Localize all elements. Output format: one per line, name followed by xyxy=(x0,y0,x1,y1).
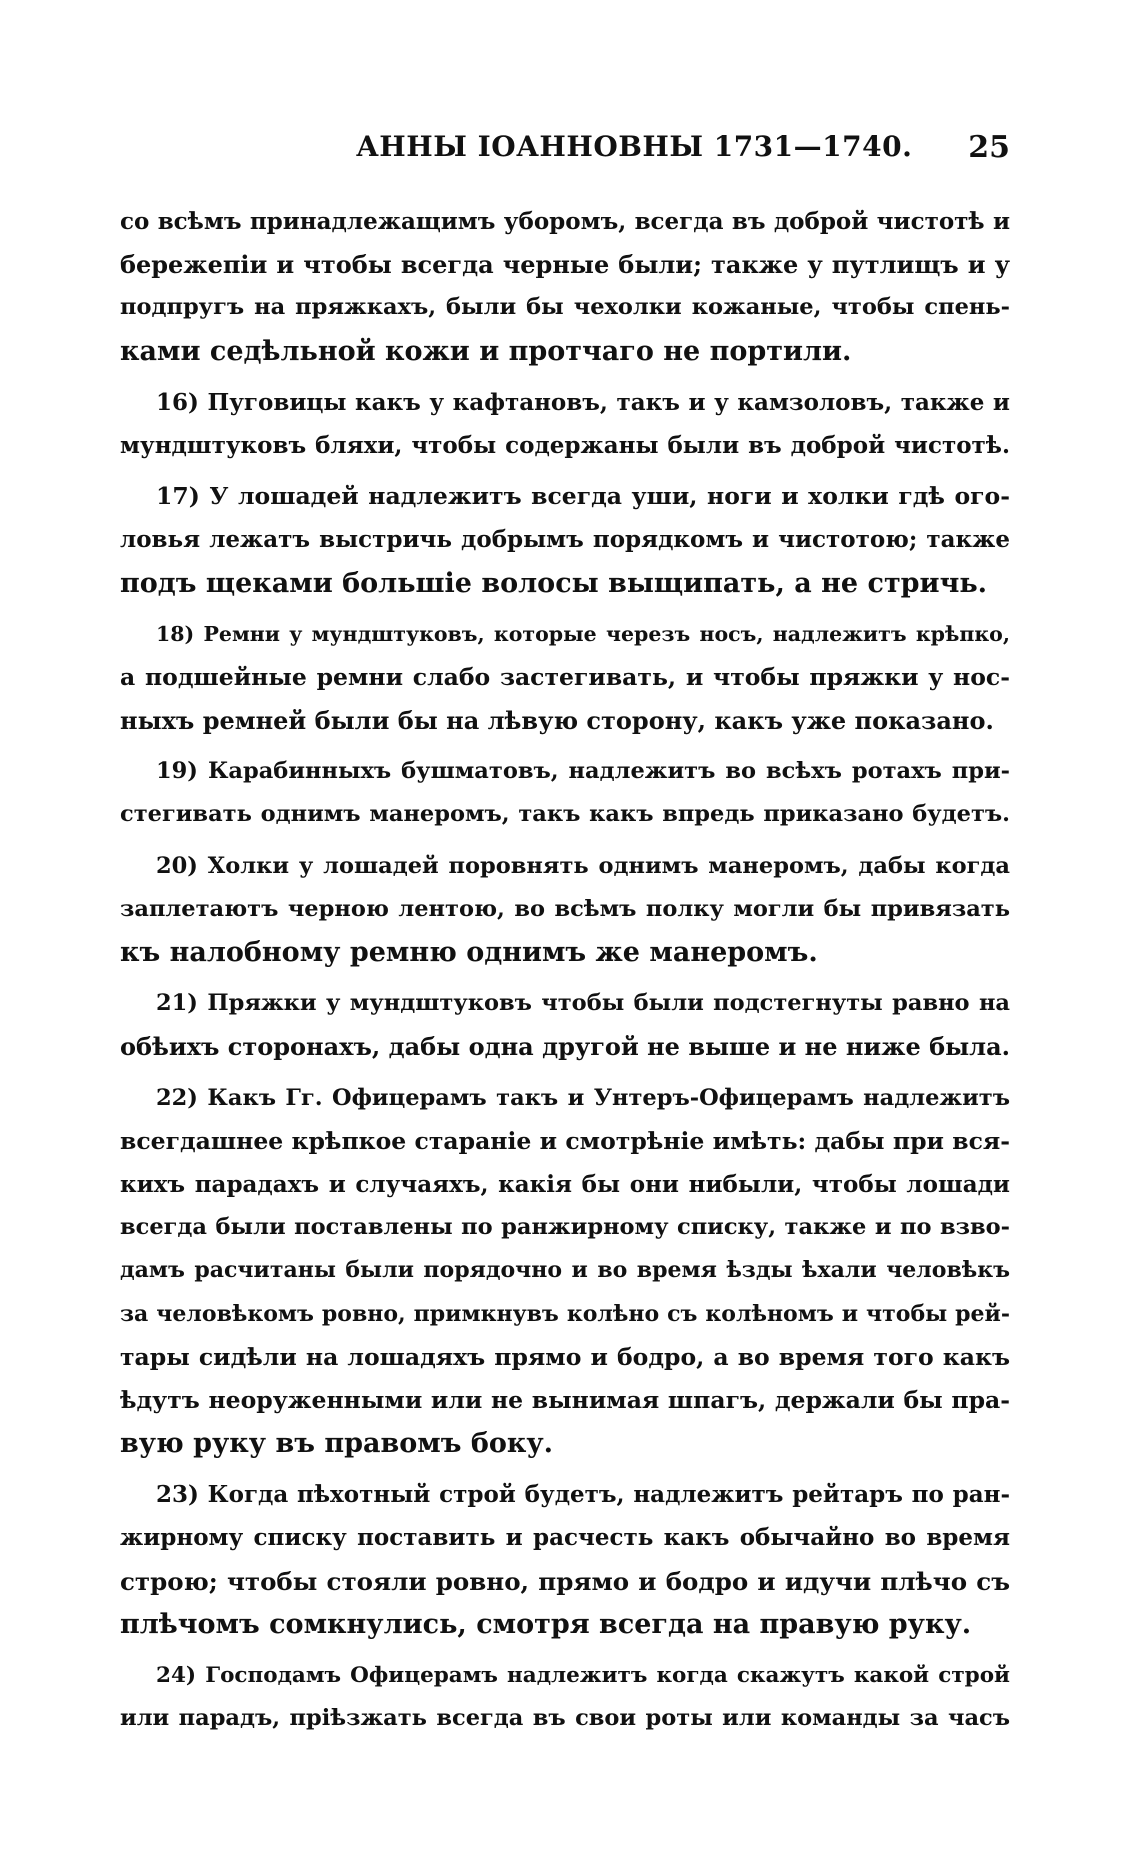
text-line: заплетаютъ черною лентою, во всѣмъ полку могли бы привязать xyxy=(120,895,1010,922)
paragraph-16 xyxy=(120,381,1010,467)
text-line: обѣихъ сторонахъ, дабы одна другой не выше и не ниже была. xyxy=(120,1032,1010,1062)
paragraph-19 xyxy=(120,750,1010,836)
paragraph-18 xyxy=(120,613,1010,743)
paragraph-22 xyxy=(120,1077,1010,1466)
text-line: 20) Холки у лошадей поровнять однимъ манеромъ, дабы когда xyxy=(156,852,1010,879)
page-number: 25 xyxy=(968,130,1010,165)
text-line: вую руку въ правомъ боку. xyxy=(120,1428,554,1460)
text-line: всегда были поставлены по ранжирному списку, также и по взво- xyxy=(120,1214,1010,1241)
paragraph-24 xyxy=(120,1654,1010,1740)
text-line: или парадъ, пріѣзжать всегда въ свои роты или команды за часъ xyxy=(120,1705,1010,1732)
text-line: 23) Когда пѣхотный строй будетъ, надлежитъ рейтаръ по ран- xyxy=(156,1481,1010,1509)
text-line: 17) У лошадей надлежитъ всегда уши, ноги и холки гдѣ ого- xyxy=(156,482,1010,511)
text-line: дамъ расчитаны были порядочно и во время ѣзды ѣхали человѣкъ xyxy=(120,1257,1010,1284)
text-line: а подшейные ремни слабо застегивать, и чтобы пряжки у нос- xyxy=(120,662,1010,691)
text-line: за человѣкомъ ровно, примкнувъ колѣно съ колѣномъ и чтобы рей- xyxy=(120,1300,1010,1327)
text-line: строю; чтобы стояли ровно, прямо и бодро и идучи плѣчо съ xyxy=(120,1566,1010,1596)
page-header xyxy=(120,130,1010,170)
paragraph-23 xyxy=(120,1473,1010,1646)
paragraph-continuation xyxy=(120,200,1010,373)
text-line: стегивать однимъ манеромъ, такъ какъ впредь приказано будетъ. xyxy=(120,801,1010,828)
running-title: АННЫ ІОАННОВНЫ 1731—1740. xyxy=(356,130,913,163)
text-line: тары сидѣли на лошадяхъ прямо и бодро, а во время того какъ xyxy=(120,1342,1010,1371)
text-line: подъ щеками большіе волосы выщипать, а не стричь. xyxy=(120,567,988,599)
text-line: 22) Какъ Гг. Офицерамъ такъ и Унтеръ-Офицерамъ надлежитъ xyxy=(156,1084,1010,1111)
text-line: ѣдутъ неоруженными или не вынимая шпагъ, держали бы пра- xyxy=(120,1385,1010,1414)
text-line: ныхъ ремней были бы на лѣвую сторону, какъ уже показано. xyxy=(120,706,994,736)
text-line: 16) Пуговицы какъ у кафтановъ, такъ и у камзоловъ, также и xyxy=(156,388,1010,416)
text-line: 21) Пряжки у мундштуковъ чтобы были подстегнуты равно на xyxy=(156,990,1010,1017)
text-line: ловья лежатъ выстричь добрымъ порядкомъ и чистотою; также xyxy=(120,526,1010,554)
text-line: мундштуковъ бляхи, чтобы содержаны были въ доброй чистотѣ. xyxy=(120,431,1010,459)
paragraph-21 xyxy=(120,982,1010,1068)
text-line: 18) Ремни у мундштуковъ, которые черезъ носъ, надлежитъ крѣпко, xyxy=(156,621,1010,646)
text-line: 24) Господамъ Офицерамъ надлежитъ когда скажутъ какой строй xyxy=(156,1663,1010,1688)
text-line: бережепіи и чтобы всегда черные были; также у путлищъ и у xyxy=(120,250,1010,280)
body-text xyxy=(120,200,1010,1740)
text-line: кихъ парадахъ и случаяхъ, какія бы они нибыли, чтобы лошади xyxy=(120,1170,1010,1198)
text-line: ками седѣльной кожи и протчаго не портили. xyxy=(120,335,852,367)
text-line: къ налобному ремню однимъ же манеромъ. xyxy=(120,937,818,968)
paragraph-17 xyxy=(120,475,1010,605)
text-line: 19) Карабинныхъ бушматовъ, надлежитъ во всѣхъ ротахъ при- xyxy=(156,758,1010,785)
text-line: подпругъ на пряжкахъ, были бы чехолки кожаные, чтобы спень- xyxy=(120,294,1010,321)
paragraph-20 xyxy=(120,845,1010,975)
text-line: плѣчомъ сомкнулись, смотря всегда на правую руку. xyxy=(120,1608,972,1640)
text-line: жирному списку поставить и расчесть какъ обычайно во время xyxy=(120,1524,1010,1552)
text-line: всегдашнее крѣпкое стараніе и смотрѣніе имѣть: дабы при вся- xyxy=(120,1126,1010,1155)
text-line: со всѣмъ принадлежащимъ уборомъ, всегда въ доброй чистотѣ и xyxy=(120,208,1010,235)
